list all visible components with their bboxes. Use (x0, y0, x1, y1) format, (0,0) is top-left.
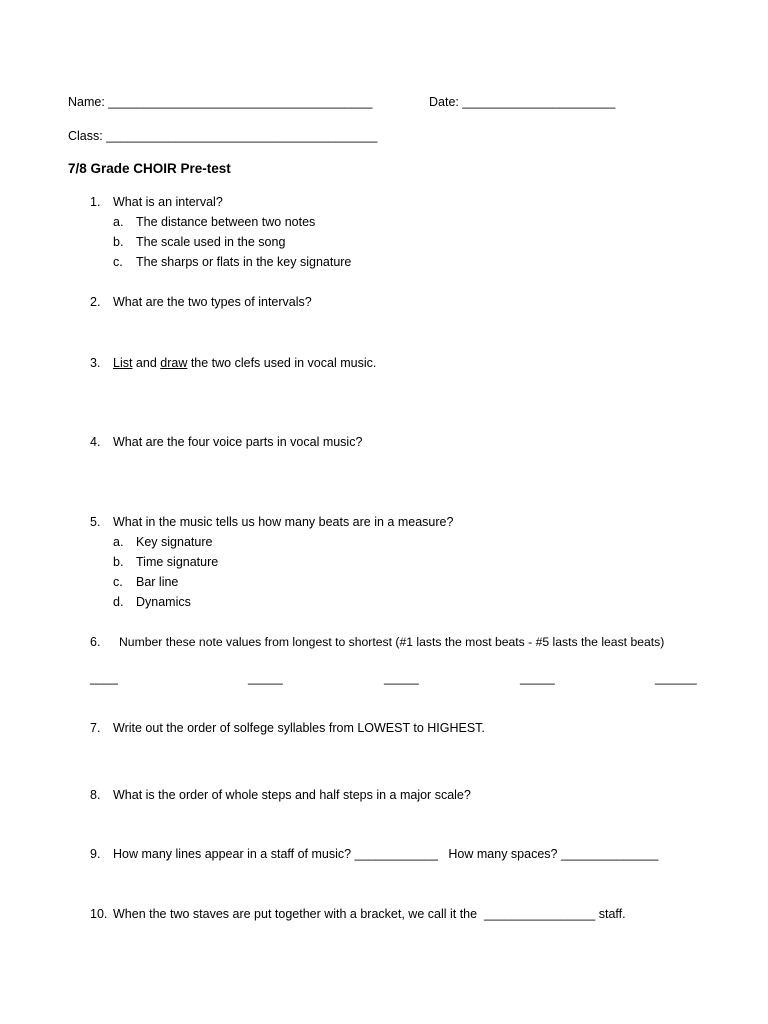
q1-option-text: The sharps or flats in the key signature (136, 255, 352, 269)
q6-answer-blank: _____ (520, 671, 555, 685)
q10-text: When the two staves are put together with a bracket, we call it the ________________ staff. (113, 907, 626, 921)
q5-option-text: Bar line (136, 575, 179, 589)
q5-text: What in the music tells us how many beats are in a measure? (113, 515, 454, 529)
q5-option-text: Dynamics (136, 595, 191, 609)
q2-text: What are the two types of intervals? (113, 295, 312, 309)
q1-option-letter: b. (113, 235, 124, 249)
q6-answer-blank: ____ (90, 671, 118, 685)
q1-text: What is an interval? (113, 195, 223, 209)
q7-text: Write out the order of solfege syllables from LOWEST to HIGHEST. (113, 721, 485, 735)
q3-and-word: and (132, 356, 161, 370)
class-line: Class: _______________________________________ (68, 129, 378, 143)
q4-text: What are the four voice parts in vocal music? (113, 435, 363, 449)
q3-number: 3. (90, 356, 101, 370)
q5-option-letter: a. (113, 535, 124, 549)
q10-number: 10. (90, 907, 108, 921)
q1-option-letter: a. (113, 215, 124, 229)
q5-option-letter: c. (113, 575, 123, 589)
q5-number: 5. (90, 515, 101, 529)
q9-number: 9. (90, 847, 101, 861)
q1-number: 1. (90, 195, 101, 209)
q2-number: 2. (90, 295, 101, 309)
q9-text: How many lines appear in a staff of music? ____________ How many spaces? ______________ (113, 847, 659, 861)
name-line: Name: ______________________________________ (68, 95, 373, 109)
q6-text: Number these note values from longest to shortest (#1 lasts the most beats - #5 lasts the least beats) (119, 635, 665, 649)
q1-option-text: The scale used in the song (136, 235, 286, 249)
q6-number: 6. (90, 635, 101, 649)
q3-text (113, 355, 376, 371)
q3-draw-word: draw (160, 356, 188, 370)
q6-answer-blank: ______ (655, 671, 697, 685)
q1-option-letter: c. (113, 255, 123, 269)
page-title: 7/8 Grade CHOIR Pre-test (68, 161, 231, 176)
q5-option-letter: d. (113, 595, 124, 609)
q7-number: 7. (90, 721, 101, 735)
q3-rest-text: the two clefs used in vocal music. (187, 356, 377, 370)
q6-answer-blank: _____ (248, 671, 283, 685)
q1-option-text: The distance between two notes (136, 215, 316, 229)
q5-option-text: Time signature (136, 555, 219, 569)
date-line: Date: ______________________ (429, 95, 616, 109)
q8-number: 8. (90, 788, 101, 802)
q5-option-text: Key signature (136, 535, 213, 549)
q8-text: What is the order of whole steps and half steps in a major scale? (113, 788, 471, 802)
q5-option-letter: b. (113, 555, 124, 569)
q4-number: 4. (90, 435, 101, 449)
q6-answer-blank: _____ (384, 671, 419, 685)
q3-list-word: List (113, 356, 133, 370)
